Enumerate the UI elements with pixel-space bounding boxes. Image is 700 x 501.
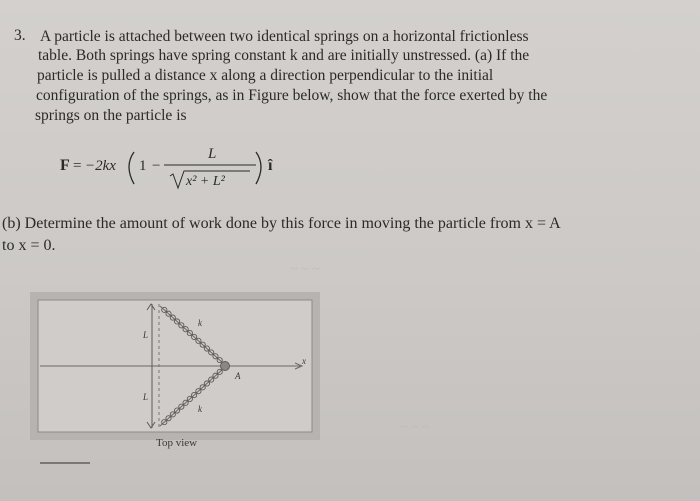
page-underline — [40, 462, 90, 464]
formula-coefficient: −2kx — [85, 158, 116, 174]
bleed-through-marks: ~ ~ ~ — [400, 420, 430, 435]
bleed-through-marks: ~ ~ ~ — [290, 262, 320, 277]
formula-denominator: x² + L² — [186, 174, 225, 189]
label-A: A — [235, 371, 241, 381]
formula-numerator: L — [208, 146, 217, 162]
label-L-bottom: L — [143, 392, 149, 402]
force-formula — [60, 138, 300, 198]
problem-number: 3. — [14, 27, 26, 44]
left-paren — [129, 152, 134, 184]
problem-line-3: particle is pulled a distance x along a direction perpendicular to the initial — [37, 67, 494, 84]
formula-lhs: F — [60, 157, 70, 174]
particle — [221, 362, 230, 371]
problem-line-1: A particle is attached between two identical springs on a horizontal frictionless — [40, 28, 529, 45]
part-b-line-2: to x = 0. — [2, 237, 56, 254]
unit-vector: î — [268, 157, 273, 174]
label-k-bottom: k — [198, 404, 202, 414]
label-L-top: L — [143, 330, 149, 340]
figure-caption: Top view — [156, 437, 198, 449]
formula-one: 1 — [139, 158, 147, 174]
label-k-top: k — [198, 318, 202, 328]
formula-equals: = — [73, 158, 82, 174]
problem-line-4: configuration of the springs, as in Figure below, show that the force exerted by the — [36, 87, 548, 104]
x-axis-label: x — [302, 356, 306, 366]
part-b-line-1: (b) Determine the amount of work done by this force in moving the particle from x = A — [2, 215, 561, 232]
problem-line-2: table. Both springs have spring constant k and are initially unstressed. (a) If the — [38, 47, 530, 64]
problem-line-5: springs on the particle is — [35, 107, 187, 124]
right-paren — [256, 152, 261, 184]
spring-figure — [30, 292, 320, 442]
formula-minus: − — [152, 158, 161, 174]
